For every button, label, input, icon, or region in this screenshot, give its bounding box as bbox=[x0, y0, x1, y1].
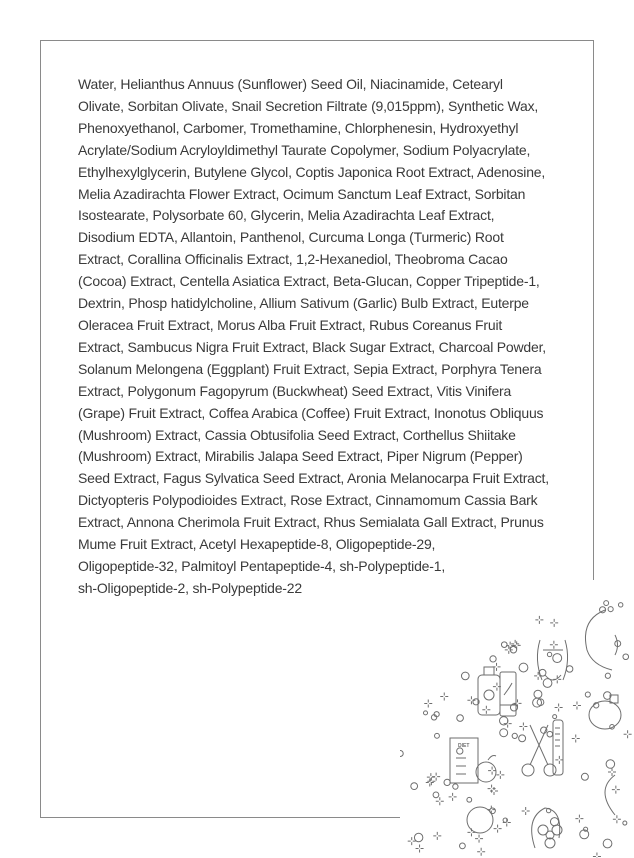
sparkle bbox=[433, 832, 441, 840]
sparkle bbox=[424, 699, 432, 707]
ingredients-line: sh-Oligopeptide-2, sh-Polypeptide-22 bbox=[78, 579, 302, 596]
sparkle bbox=[519, 723, 527, 731]
ingredients-line: Oleracea Fruit Extract, Morus Alba Fruit Extract, Rubus Coreanus Fruit bbox=[78, 316, 503, 333]
sparkle bbox=[488, 785, 496, 793]
ingredients-line: Solanum Melongena (Eggplant) Fruit Extract, Sepia Extract, Porphyra Tenera bbox=[78, 360, 542, 377]
sparkle bbox=[475, 835, 483, 843]
sparkle bbox=[440, 693, 448, 701]
decorative-dots bbox=[400, 601, 632, 858]
dot bbox=[553, 715, 557, 719]
dot bbox=[581, 773, 588, 780]
sparkle bbox=[624, 730, 632, 738]
sparkle bbox=[573, 701, 581, 709]
dot bbox=[500, 729, 508, 737]
dot bbox=[435, 733, 440, 738]
dot bbox=[457, 715, 464, 722]
dot bbox=[400, 750, 403, 756]
sparkle bbox=[426, 779, 434, 787]
diet-label: DIET bbox=[458, 743, 470, 749]
ingredients-line: Dextrin, Phosp hatidylcholine, Allium Sativum (Garlic) Bulb Extract, Euterpe bbox=[78, 295, 529, 312]
dot bbox=[414, 833, 422, 841]
sparkle bbox=[522, 807, 530, 815]
ingredients-line: Extract, Annona Cherimola Fruit Extract, Rhus Semialata Gall Extract, Prunus bbox=[78, 514, 544, 531]
frame-border-left bbox=[40, 40, 41, 817]
sparkle bbox=[550, 619, 558, 627]
sparkle bbox=[427, 773, 435, 781]
dot bbox=[605, 673, 610, 678]
dot bbox=[519, 663, 528, 672]
ingredients-line: (Mushroom) Extract, Cassia Obtusifolia Seed Extract, Corthellus Shiitake bbox=[78, 426, 516, 443]
ingredients-list bbox=[78, 74, 578, 600]
ingredients-line: (Mushroom) Extract, Mirabilis Jalapa Seed Extract, Piper Nigrum (Pepper) bbox=[78, 448, 523, 465]
sparkle bbox=[504, 720, 512, 728]
ingredients-line: Phenoxyethanol, Carbomer, Tromethamine, Chlorphenesin, Hydroxyethyl bbox=[78, 119, 519, 136]
dot bbox=[547, 652, 551, 656]
ingredients-line: Extract, Corallina Officinalis Extract, 1,2-Hexanediol, Theobroma Cacao bbox=[78, 251, 508, 268]
dot bbox=[606, 760, 615, 769]
dot bbox=[453, 784, 458, 789]
sparkle bbox=[535, 616, 543, 624]
dot bbox=[501, 642, 507, 648]
sparkle bbox=[612, 786, 620, 794]
sparkle bbox=[550, 641, 558, 649]
cosmetic-bottle-icon bbox=[478, 667, 500, 715]
ingredients-line: Extract, Polygonum Fagopyrum (Buckwheat) Seed Extract, Vitis Vinifera bbox=[78, 382, 512, 399]
ingredients-line: Ethylhexylglycerin, Butylene Glycol, Coptis Japonica Root Extract, Adenosine, bbox=[78, 163, 546, 180]
sparkle bbox=[449, 793, 457, 801]
dot bbox=[444, 779, 450, 785]
beauty-illustration bbox=[400, 580, 634, 858]
sparkle bbox=[496, 771, 504, 779]
hair-icon bbox=[532, 808, 560, 848]
sparkle bbox=[572, 734, 580, 742]
sparkle bbox=[432, 773, 440, 781]
dot bbox=[519, 735, 526, 742]
frame-border-right bbox=[593, 40, 594, 580]
frame-border-top bbox=[40, 40, 593, 41]
sparkle bbox=[477, 848, 485, 856]
diet-list-icon bbox=[450, 738, 478, 783]
dot bbox=[547, 731, 553, 737]
dot bbox=[460, 843, 466, 849]
frame-border-bottom bbox=[40, 817, 400, 818]
ingredients-line: Olivate, Sorbitan Olivate, Snail Secretion Filtrate (9,015ppm), Synthetic Wax, bbox=[78, 97, 539, 114]
ingredients-line: Extract, Sambucus Nigra Fruit Extract, Black Sugar Extract, Charcoal Powder, bbox=[78, 338, 546, 355]
dot bbox=[604, 601, 609, 606]
woman-face-icon bbox=[585, 610, 617, 670]
dot bbox=[566, 666, 572, 672]
dot bbox=[433, 792, 439, 798]
scissors-icon bbox=[522, 725, 556, 776]
perfume-icon bbox=[589, 695, 621, 729]
dot bbox=[467, 797, 472, 802]
dot bbox=[423, 711, 427, 715]
mirror-icon bbox=[467, 775, 615, 833]
dot bbox=[490, 656, 496, 662]
sparkle bbox=[416, 845, 424, 853]
ingredients-line: (Grape) Fruit Extract, Coffea Arabica (Coffee) Fruit Extract, Inonotus Obliquus bbox=[78, 404, 544, 421]
tube-icon bbox=[500, 672, 516, 716]
ingredients-line: (Cocoa) Extract, Centella Asiatica Extract, Beta-Glucan, Copper Tripeptide-1, bbox=[78, 273, 540, 290]
ingredients-line: Melia Azadirachta Flower Extract, Ocimum Sanctum Leaf Extract, Sorbitan bbox=[78, 185, 526, 202]
sparkle bbox=[555, 756, 563, 764]
dot bbox=[585, 692, 590, 697]
sparkle bbox=[555, 703, 563, 711]
dot bbox=[411, 783, 418, 790]
sparkle bbox=[482, 706, 490, 714]
ingredients-line: Seed Extract, Fagus Sylvatica Seed Extract, Aronia Melanocarpa Fruit Extract, bbox=[78, 470, 549, 487]
ingredients-line: Disodium EDTA, Allantoin, Panthenol, Curcuma Longa (Turmeric) Root bbox=[78, 229, 504, 246]
body-icon bbox=[537, 640, 567, 680]
ingredients-line: Isostearate, Polysorbate 60, Glycerin, Melia Azadirachta Leaf Extract, bbox=[78, 207, 495, 224]
dot bbox=[623, 654, 629, 660]
sparkle bbox=[427, 777, 435, 785]
ingredients-line: Dictyopteris Polypodioides Extract, Rose Extract, Cinnamomum Cassia Bark bbox=[78, 492, 538, 509]
dot bbox=[534, 690, 542, 698]
dot bbox=[553, 654, 562, 663]
apple-icon bbox=[476, 756, 496, 783]
dot bbox=[608, 607, 613, 612]
ingredients-line: Mume Fruit Extract, Acetyl Hexapeptide-8, Oligopeptide-29, bbox=[78, 536, 436, 553]
flower-icon bbox=[538, 825, 562, 848]
sparkle bbox=[593, 853, 601, 858]
ingredients-line: Acrylate/Sodium Acryloyldimethyl Taurate Copolymer, Sodium Polyacrylate, bbox=[78, 141, 531, 158]
sparkle bbox=[613, 815, 621, 823]
sparkle bbox=[467, 696, 475, 704]
sparkle bbox=[436, 797, 444, 805]
sparkle bbox=[494, 825, 502, 833]
dot bbox=[618, 603, 622, 607]
sparkle bbox=[575, 815, 583, 823]
ingredients-line: Oligopeptide-32, Palmitoyl Pentapeptide-4, sh-Polypeptide-1, bbox=[78, 557, 446, 574]
dot bbox=[512, 733, 517, 738]
ingredients-line: Water, Helianthus Annuus (Sunflower) Seed Oil, Niacinamide, Cetearyl bbox=[78, 76, 503, 92]
dot bbox=[461, 672, 469, 680]
dot bbox=[603, 839, 612, 848]
dot bbox=[623, 821, 627, 825]
